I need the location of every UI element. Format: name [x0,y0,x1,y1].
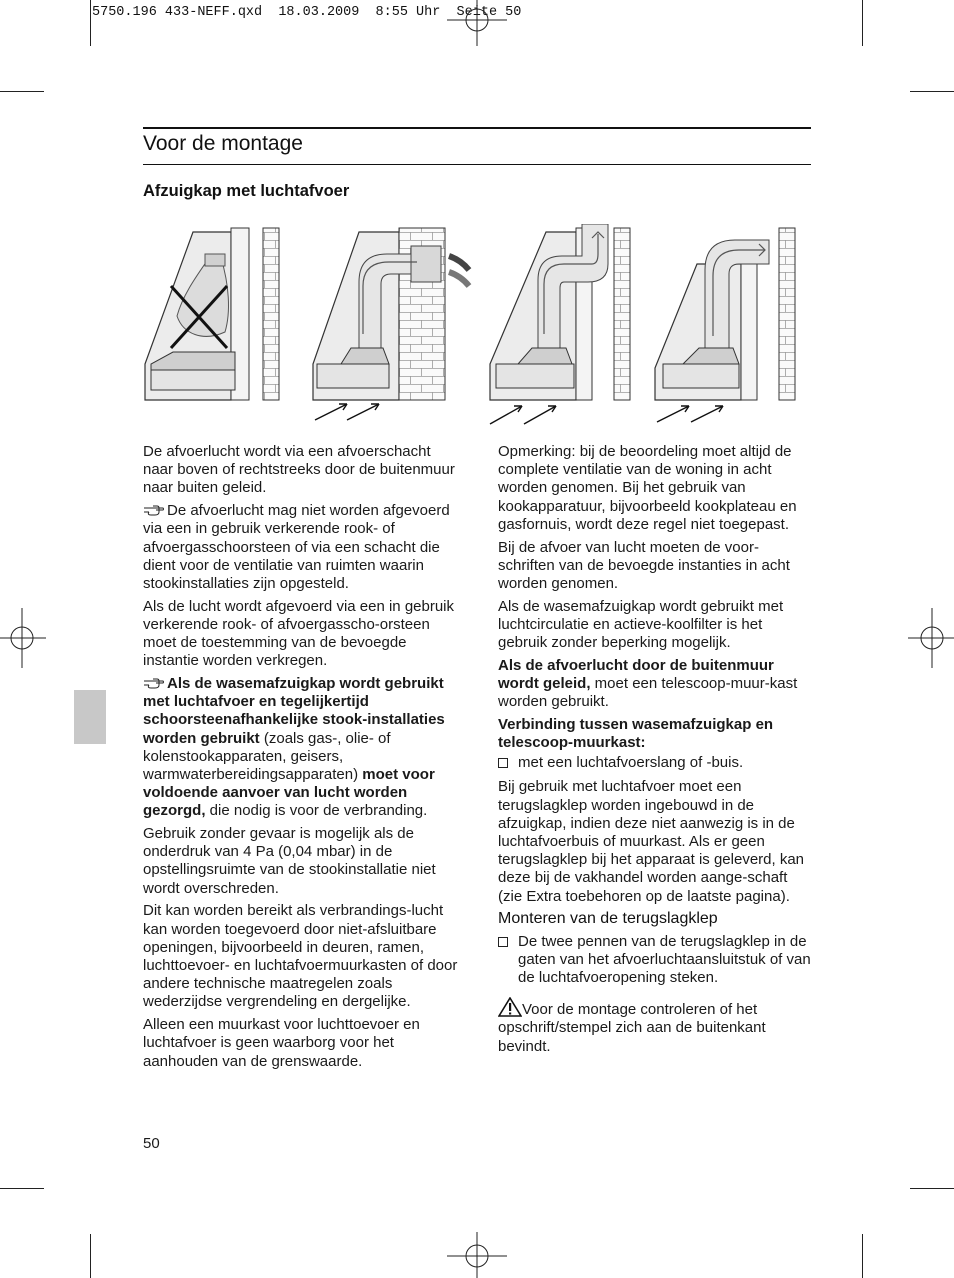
paragraph: De afvoerlucht mag niet worden afgevoerd via een in gebruik verkerende rook- of afvoergasschoorsteen of via een schacht die dient voor de ventilatie van ruimten waarin stookinstallaties zijn opgesteld. [143,502,450,592]
paragraph: Als de wasemafzuigkap wordt gebruikt met luchtcirculatie en actieve-koolfilter is het gebruik zonder beperking mogelijk. [498,597,784,652]
paragraph: Alleen een muurkast voor luchttoevoer en luchtafvoer is geen waarborg voor het aanhouden van de grenswaarde. [143,1016,420,1070]
crop-mark [910,91,954,92]
list-item: met een luchtafvoerslang of -buis. [498,754,814,772]
figure-shaft-up [490,224,630,424]
figure-not-allowed [145,228,279,400]
registration-mark-icon [447,0,507,46]
paragraph: Als de afvoerlucht door de buitenmuur wordt geleid, moet een telescoop-muur-kast worden gebruikt. [498,656,798,711]
registration-mark-icon [908,608,954,668]
header-rule-bottom [143,164,811,165]
crop-mark [90,0,91,46]
crop-mark [910,1188,954,1189]
crop-mark [0,1188,44,1189]
pointing-hand-icon [143,676,165,688]
figure-external-wall [313,228,469,420]
warning-triangle-icon [498,997,522,1017]
pointing-hand-icon [143,503,165,515]
crop-mark [90,1234,91,1278]
checkbox-icon [498,758,508,768]
paragraph: Als de lucht wordt afgevoerd via een in gebruik verkerende rook- of afvoergasscho-orsteen moet de toestemming van de bevoegde instantie worden verkregen. [143,597,455,670]
paragraph: Verbinding tussen wasemafzuigkap en telescoop-muurkast: [498,715,774,752]
page-title: Voor de montage [143,132,303,155]
right-column [498,443,814,1060]
warning-paragraph: Voor de montage controleren of het opschrift/stempel zich aan de buitenkant bevindt. [498,997,814,1056]
paragraph: Als de wasemafzuigkap wordt gebruikt met luchtafvoer en tegelijkertijd schoorsteenafhankelijke stook-installaties worden gebruikt (zoals gas-, olie- of kolenstookapparaten, geisers, warmwaterbereidingsapparaten) moet voor voldoende aanvoer van lucht worden gezorgd, die nodig is voor de verbranding. [143,674,445,820]
thumb-tab [74,690,106,744]
paragraph: Bij gebruik met luchtafvoer moet een terugslagklep worden ingebouwd in de afzuigkap, indien deze niet aanwezig is in de luchtafvoerbuis of muurkast. Als er geen terugslagklep bij het apparaat is geleverd, kan deze bij de vakhandel worden aange-schaft (zie Extra toebehoren op de laatste pagina). [498,778,805,905]
paragraph: Bij de afvoer van lucht moeten de voor-schriften van de bevoegde instanties in acht worden genomen. [498,538,790,592]
checkbox-icon [498,937,508,947]
page-number: 50 [143,1135,160,1152]
installation-illustrations [143,224,813,439]
section-heading: Afzuigkap met luchtafvoer [143,182,350,200]
figure-shaft-bend [655,228,795,422]
paragraph: Dit kan worden bereikt als verbrandings-lucht kan worden toegevoerd door niet-afsluitbare openingen, bijvoorbeeld in deuren, ramen, luchttoevoer- en luchtafvoermuurkasten of door andere technische maatregelen zoals wederzijdse vergrendeling en dergelijke. [143,902,458,1011]
paragraph: De afvoerlucht wordt via een afvoerschacht naar boven of rechtstreeks door de buitenmuur naar buiten geleid. [143,443,455,497]
left-column [143,443,461,1075]
crop-mark [862,1234,863,1278]
list-item: De twee pennen van de terugslagklep in de gaten van het afvoerluchtaansluitstuk of van de luchtafvoeropening steken. [498,933,814,988]
registration-mark-icon [0,608,46,668]
sub-heading: Monteren van de terugslagklep [498,910,718,928]
print-slug: 5750.196 433-NEFF.qxd 18.03.2009 8:55 Uhr Seite 50 [92,5,522,20]
crop-mark [862,0,863,46]
paragraph: Opmerking: bij de beoordeling moet altijd de complete ventilatie van de woning in acht worden genomen. Bij het gebruik van kookapparatuur, bijvoorbeeld kookplateau en gasfornuis, wordt deze regel niet toegepast. [498,443,797,533]
registration-mark-icon [447,1232,507,1278]
header-rule-top [143,127,811,129]
paragraph: Gebruik zonder gevaar is mogelijk als de onderdruk van 4 Pa (0,04 mbar) in de opstellingsruimte van de stookinstallatie niet wordt overschreden. [143,825,436,897]
crop-mark [0,91,44,92]
